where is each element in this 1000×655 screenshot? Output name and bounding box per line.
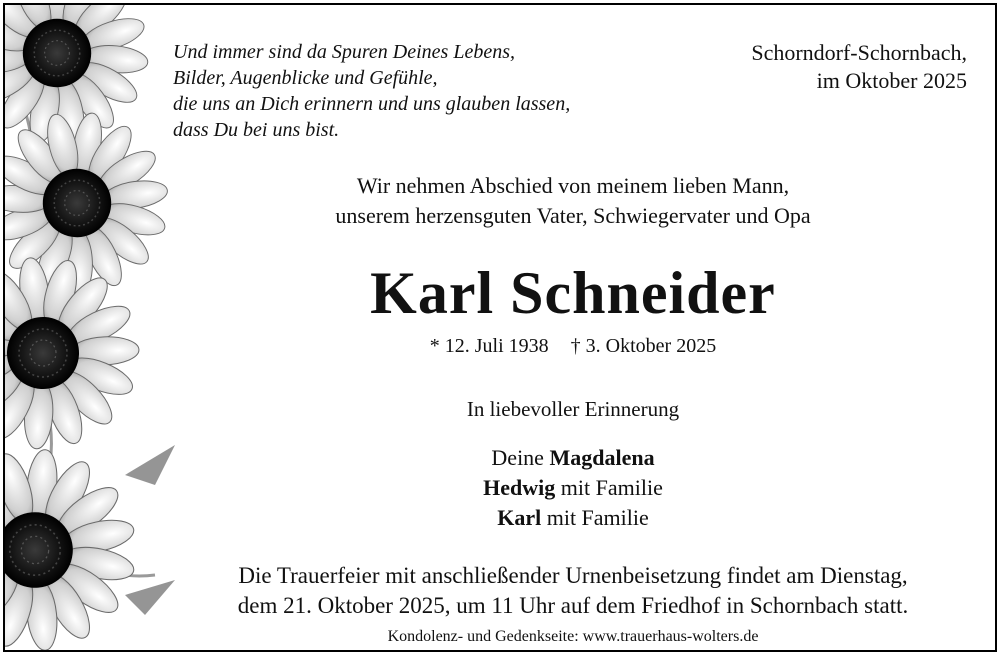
- ceremony-line: Die Trauerfeier mit anschließender Urnenbeisetzung findet am Dienstag,: [238, 563, 908, 588]
- family-prefix: Deine: [491, 445, 544, 470]
- family-signatures: [155, 443, 991, 533]
- family-line: [155, 443, 991, 473]
- sunflower-border-image: [5, 5, 180, 650]
- family-name: Hedwig: [483, 475, 556, 500]
- poem-line: Bilder, Augenblicke und Gefühle,: [173, 67, 438, 89]
- family-suffix: mit Familie: [560, 475, 663, 500]
- obituary-notice: [3, 3, 997, 652]
- poem-line: die uns an Dich erinnern und uns glauben lassen,: [173, 93, 571, 115]
- ceremony-info: [155, 561, 991, 621]
- life-dates: [155, 333, 991, 359]
- poem-line: dass Du bei uns bist.: [173, 119, 340, 141]
- family-suffix: mit Familie: [546, 505, 649, 530]
- date-line: im Oktober 2025: [816, 68, 967, 93]
- family-line: [155, 503, 991, 533]
- ceremony-line: dem 21. Oktober 2025, um 11 Uhr auf dem Friedhof in Schornbach statt.: [237, 593, 909, 618]
- family-name: Karl: [497, 505, 542, 530]
- place-and-date: [751, 39, 967, 95]
- intro-line: unserem herzensguten Vater, Schwiegervater und Opa: [335, 203, 811, 228]
- family-line: [155, 473, 991, 503]
- place-line: Schorndorf-Schornbach,: [751, 40, 967, 65]
- poem-line: Und immer sind da Spuren Deines Lebens,: [173, 41, 516, 63]
- intro-line: Wir nehmen Abschied von meinem lieben Mann,: [356, 173, 790, 198]
- deceased-name: Karl Schneider: [370, 260, 776, 326]
- poem: [173, 39, 673, 143]
- death-date: † 3. Oktober 2025: [570, 335, 717, 357]
- memory-line: In liebevoller Erinnerung: [466, 397, 680, 421]
- condolence-page: Kondolenz- und Gedenkseite: www.trauerhaus-wolters.de: [387, 628, 759, 645]
- intro-text: [155, 171, 991, 231]
- family-name: Magdalena: [549, 445, 655, 470]
- birth-date: * 12. Juli 1938: [429, 335, 549, 357]
